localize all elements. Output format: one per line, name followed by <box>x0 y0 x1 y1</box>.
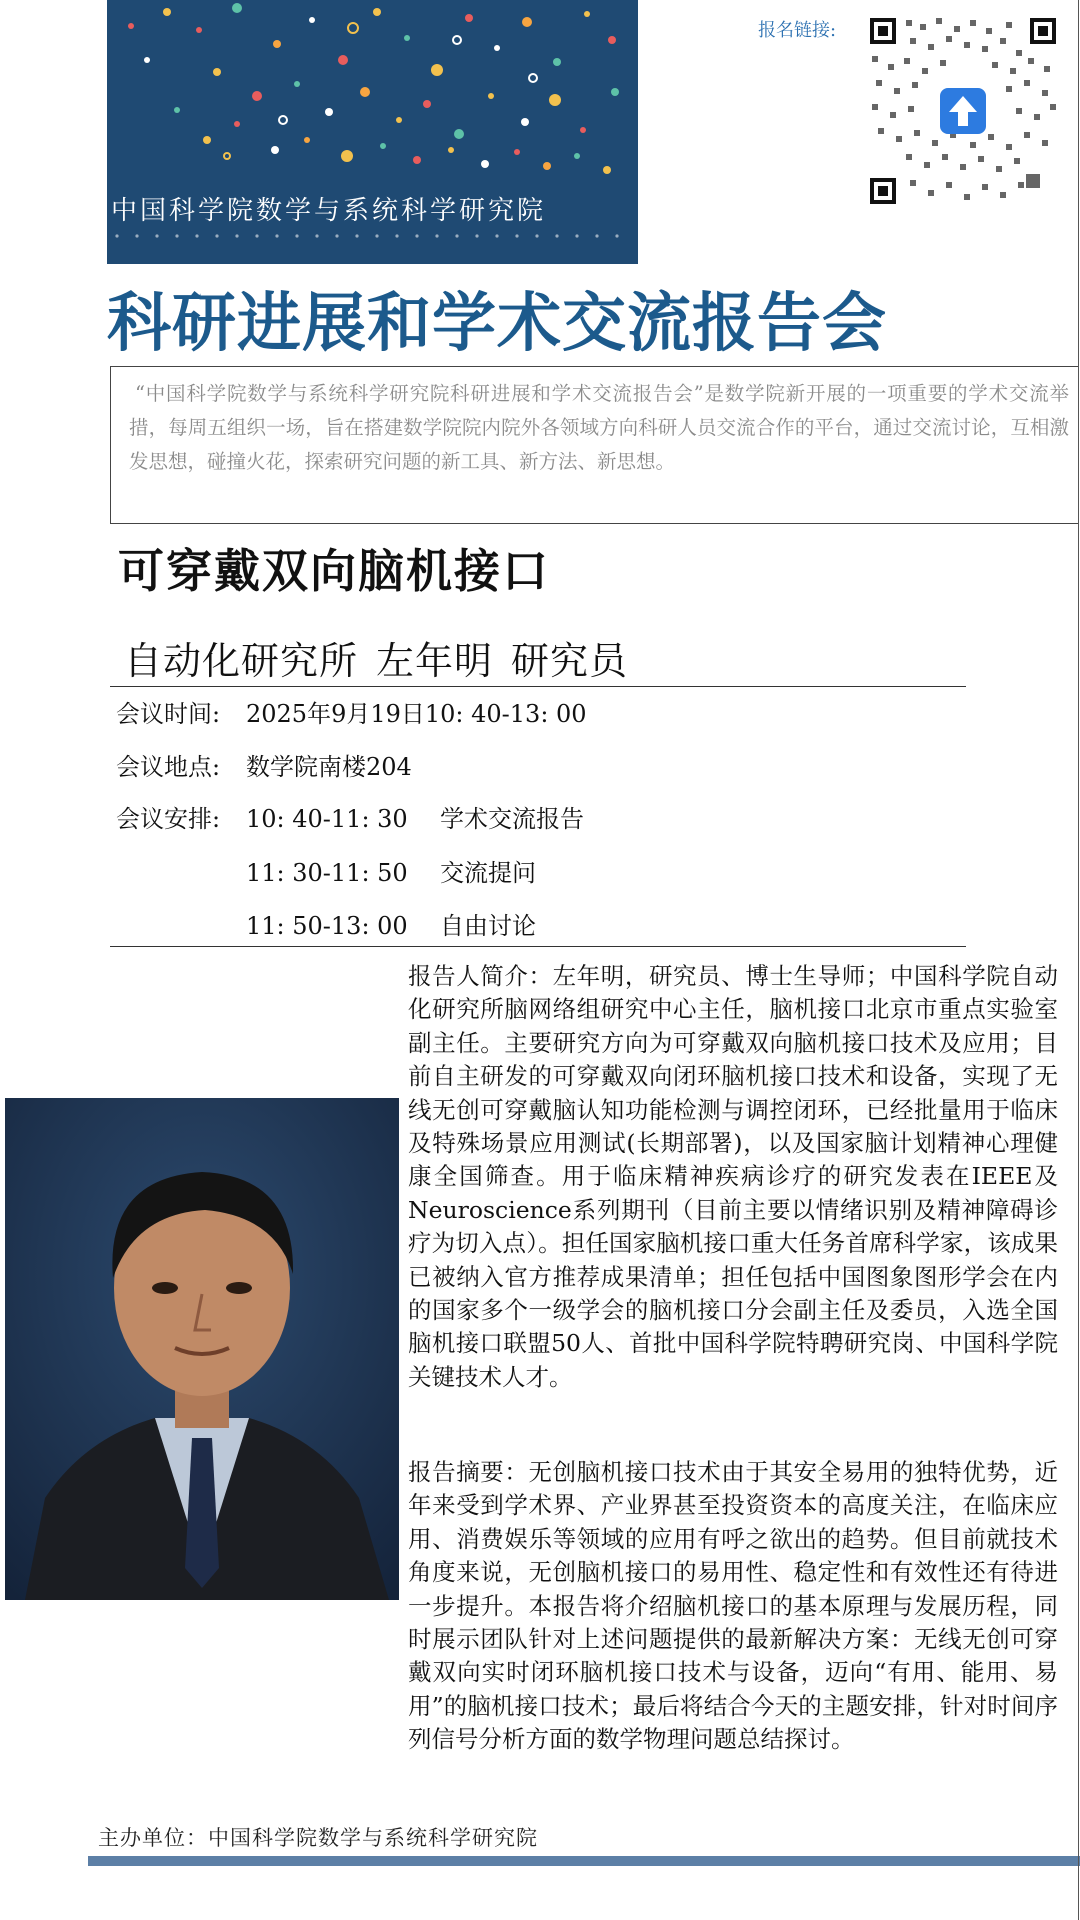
speaker-bio: 报告人简介：左年明，研究员、博士生导师；中国科学院自动化研究所脑网络组研究中心主任，脑机接口北京市重点实验室副主任。主要研究方向为可穿戴双向脑机接口技术及应用；目前自主研发的可穿戴双向闭环脑机接口技术和设备，实现了无线无创可穿戴脑认知功能检测与调控闭环，已经批量用于临床及特殊场景应用测试(长期部署)，以及国家脑计划精神心理健康全国筛查。用于临床精神疾病诊疗的研究发表在IEEE及Neuroscience系列期刊（目前主要以情绪识别及精神障碍诊疗为切入点）。担任国家脑机接口重大任务首席科学家，该成果已被纳入官方推荐成果清单；担任包括中国图象图形学会在内的国家多个一级学会的脑机接口分会副主任及委员，入选全国脑机接口联盟50人、首批中国科学院特聘研究岗、中国科学院关键技术人才。 <box>408 962 1058 1391</box>
speaker-name: 左年明 <box>376 639 494 683</box>
schedule-row <box>246 906 536 941</box>
schedule-item: 学术交流报告 <box>440 805 584 833</box>
divider-bottom <box>110 946 966 947</box>
institute-banner-text: 中国科学院数学与系统科学研究院 <box>111 196 547 226</box>
header-banner <box>107 0 638 264</box>
footer-bar <box>88 1856 1080 1866</box>
meeting-schedule-label-row <box>116 799 246 834</box>
organizer-text: 主办单位：中国科学院数学与系统科学研究院 <box>98 1826 538 1850</box>
speaker-portrait-icon <box>5 1098 399 1600</box>
talk-abstract: 报告摘要：无创脑机接口技术由于其安全易用的独特优势，近年来受到学术界、产业界甚至投资资本的高度关注，在临床应用、消费娱乐等领域的应用有呼之欲出的趋势。但目前就技术角度来说，无创脑机接口的易用性、稳定性和有效性还有待进一步提升。本报告将介绍脑机接口的基本原理与发展历程，同时展示团队针对上述问题提供的最新解决方案：无线无创可穿戴双向实时闭环脑机接口技术与设备，迈向“有用、能用、易用”的脑机接口技术；最后将结合今天的主题安排，针对时间序列信号分析方面的数学物理问题总结探讨。 <box>408 1458 1058 1754</box>
right-border <box>1078 0 1079 1920</box>
speaker-line <box>124 630 646 685</box>
speaker-title: 研究员 <box>511 639 629 683</box>
intro-text: “中国科学院数学与系统科学研究院科研进展和学术交流报告会”是数学院新开展的一项重要的学术交流举措，每周五组织一场，旨在搭建数学院院内院外各领域方向科研人员交流合作的平台，通过交流讨论，互相激发思想，碰撞火花，探索研究问题的新工具、新方法、新思想。 <box>129 382 1069 473</box>
page-title: 科研进展和学术交流报告会 <box>107 287 887 361</box>
meeting-place-row <box>116 747 412 782</box>
schedule-time: 11: 30-11: 50 <box>246 859 408 887</box>
meeting-time-value: 2025年9月19日10: 40-13: 00 <box>246 700 587 728</box>
divider-top <box>110 686 966 687</box>
meeting-place-label: 会议地点: <box>116 753 221 781</box>
meeting-time-label: 会议时间: <box>116 700 221 728</box>
schedule-item: 自由讨论 <box>440 912 536 940</box>
meeting-schedule-label: 会议安排: <box>116 805 221 833</box>
speaker-org: 自动化研究所 <box>124 639 359 683</box>
talk-title: 可穿戴双向脑机接口 <box>118 544 550 598</box>
schedule-item: 交流提问 <box>440 859 536 887</box>
meeting-time-row <box>116 694 587 729</box>
meeting-place-value: 数学院南楼204 <box>246 753 412 781</box>
qr-code-icon[interactable] <box>866 14 1060 208</box>
register-link-label: 报名链接: <box>758 20 837 41</box>
speaker-photo <box>5 1098 399 1600</box>
schedule-time: 10: 40-11: 30 <box>246 805 408 833</box>
intro-box <box>110 366 1079 524</box>
schedule-time: 11: 50-13: 00 <box>246 912 408 940</box>
schedule-row <box>246 799 584 834</box>
schedule-row <box>246 853 536 888</box>
